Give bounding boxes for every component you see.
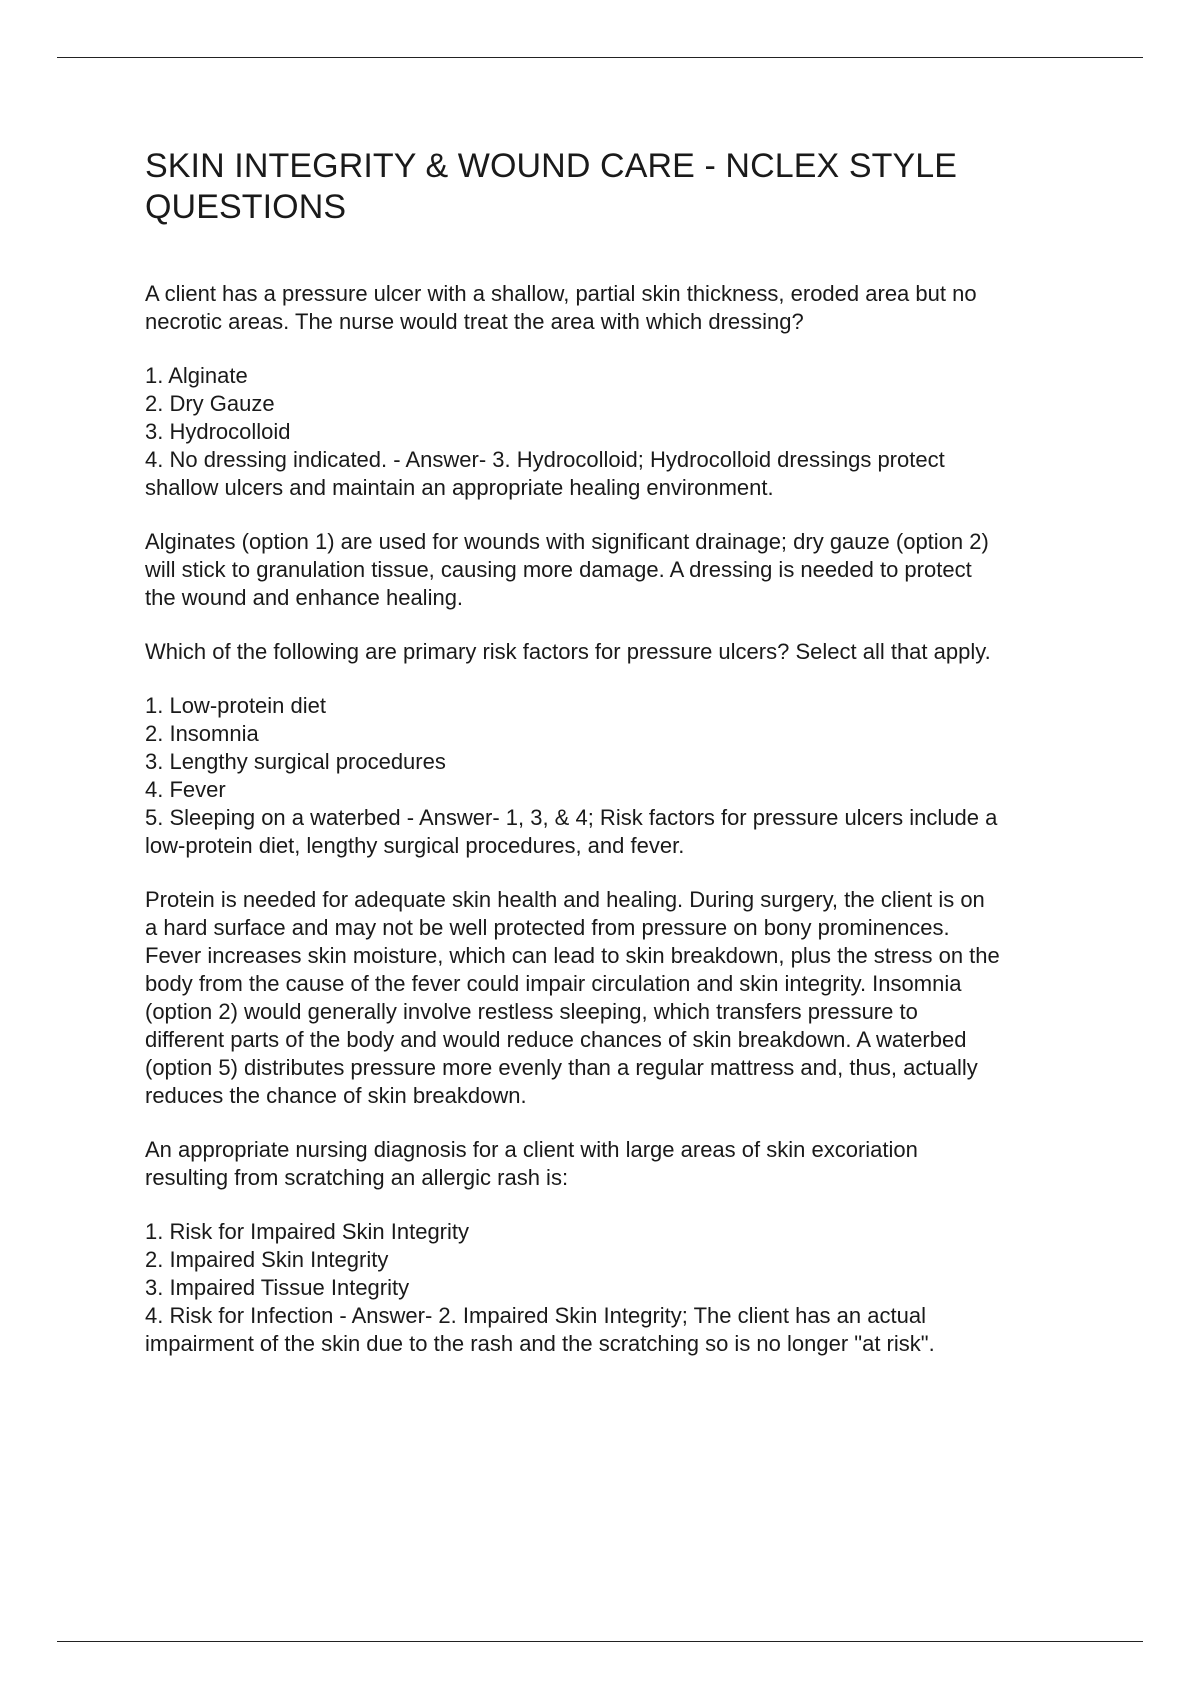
option-line: 2. Impaired Skin Integrity — [145, 1247, 389, 1272]
text-line: will stick to granulation tissue, causing more damage. A dressing is needed to protect — [145, 557, 972, 582]
text-line: (option 5) distributes pressure more evenly than a regular mattress and, thus, actually — [145, 1055, 978, 1080]
option-line: 4. Risk for Infection - Answer- 2. Impaired Skin Integrity; The client has an actual — [145, 1303, 926, 1328]
text-line: different parts of the body and would reduce chances of skin breakdown. A waterbed — [145, 1027, 967, 1052]
text-line: Alginates (option 1) are used for wounds with significant drainage; dry gauze (option 2) — [145, 529, 989, 554]
option-line: 3. Impaired Tissue Integrity — [145, 1275, 410, 1300]
question-2-options — [145, 692, 1105, 860]
answer-line: shallow ulcers and maintain an appropriate healing environment. — [145, 475, 774, 500]
text-line: (option 2) would generally involve restless sleeping, which transfers pressure to — [145, 999, 918, 1024]
question-3-stem — [145, 1136, 1105, 1192]
option-line: 1. Alginate — [145, 363, 248, 388]
text-line: a hard surface and may not be well protected from pressure on bony prominences. — [145, 915, 950, 940]
question-1-rationale — [145, 528, 1105, 612]
option-line: 4. No dressing indicated. - Answer- 3. Hydrocolloid; Hydrocolloid dressings protect — [145, 447, 945, 472]
option-line: 4. Fever — [145, 777, 226, 802]
option-line: 1. Risk for Impaired Skin Integrity — [145, 1219, 470, 1244]
option-line: 3. Lengthy surgical procedures — [145, 749, 446, 774]
option-line: 2. Dry Gauze — [145, 391, 275, 416]
question-1-stem — [145, 280, 1105, 336]
text-line: Fever increases skin moisture, which can lead to skin breakdown, plus the stress on the — [145, 943, 1000, 968]
option-line: 1. Low-protein diet — [145, 693, 326, 718]
document-title: SKIN INTEGRITY & WOUND CARE - NCLEX STYLE QUESTIONS — [145, 147, 958, 226]
text-line: the wound and enhance healing. — [145, 585, 464, 610]
text-line: resulting from scratching an allergic rash is: — [145, 1165, 569, 1190]
text-line: A client has a pressure ulcer with a shallow, partial skin thickness, eroded area but no — [145, 281, 977, 306]
option-line: 3. Hydrocolloid — [145, 419, 291, 444]
question-3-options — [145, 1218, 1105, 1358]
question-2-stem — [145, 638, 1105, 666]
option-line: 5. Sleeping on a waterbed - Answer- 1, 3, & 4; Risk factors for pressure ulcers include a — [145, 805, 998, 830]
text-line: An appropriate nursing diagnosis for a client with large areas of skin excoriation — [145, 1137, 918, 1162]
text-line: body from the cause of the fever could impair circulation and skin integrity. Insomnia — [145, 971, 962, 996]
text-line: Which of the following are primary risk factors for pressure ulcers? Select all that apply. — [145, 639, 991, 664]
answer-line: low-protein diet, lengthy surgical procedures, and fever. — [145, 833, 685, 858]
option-line: 2. Insomnia — [145, 721, 259, 746]
question-2-rationale — [145, 886, 1105, 1110]
question-1-options — [145, 362, 1105, 502]
bottom-rule — [57, 1641, 1143, 1642]
top-rule — [57, 57, 1143, 58]
answer-line: impairment of the skin due to the rash and the scratching so is no longer "at risk". — [145, 1331, 935, 1356]
document-body — [145, 146, 1105, 1384]
text-line: reduces the chance of skin breakdown. — [145, 1083, 527, 1108]
text-line: Protein is needed for adequate skin health and healing. During surgery, the client is on — [145, 887, 985, 912]
text-line: necrotic areas. The nurse would treat the area with which dressing? — [145, 309, 804, 334]
